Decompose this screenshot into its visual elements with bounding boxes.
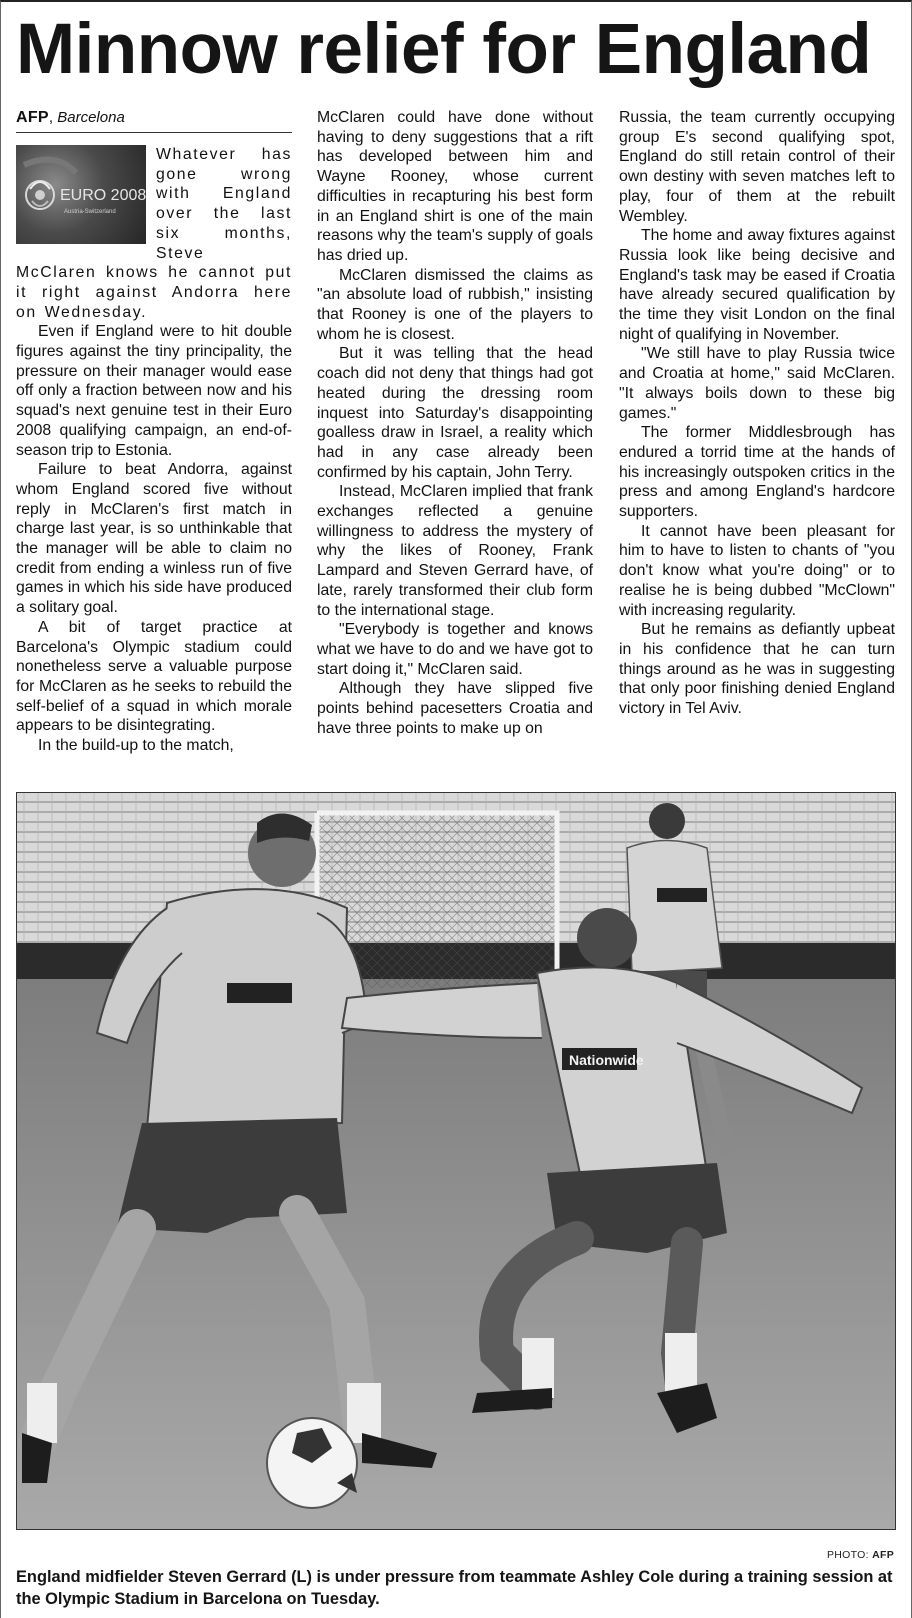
training-photo-illustration — [17, 793, 896, 1530]
paragraph: "Everybody is together and knows what we have to do and we have got to start doing it," McClaren said. — [317, 621, 593, 678]
logo-subtext: Austria-Switzerland — [64, 209, 116, 215]
photo-credit-source: AFP — [872, 1549, 894, 1561]
article-column-3 — [619, 108, 895, 719]
football — [267, 1418, 357, 1508]
euro-2008-logo-graphic — [16, 145, 146, 244]
paragraph: A bit of target practice at Barcelona's Olympic stadium could nonetheless serve a valuable purpose for McClaren as he seeks to rebuild the self-belief of a squad in which morale appears to be disintegrating. — [16, 618, 292, 735]
paragraph: Russia, the team currently occupying group E's second qualifying spot, England do still retain control of their own destiny with seven matches left to play, four of them at the rebuilt Wembley. — [619, 109, 895, 225]
paragraph: Failure to beat Andorra, against whom England scored five without reply in McClaren's first match in charge last year, is so unthinkable that the manager will be able to claim no credit from ending a winless run of five games in which his side have produced a solitary goal. — [16, 461, 292, 617]
paragraph: Instead, McClaren implied that frank exchanges reflected a genuine willingness to address the mystery of why the likes of Rooney, Frank Lampard and Steven Gerrard have, of late, rarely transformed their club form to the international stage. — [317, 483, 593, 619]
paragraph: In the build-up to the match, — [38, 737, 234, 755]
paragraph: The home and away fixtures against Russia look like being decisive and England's task may be eased if Croatia have already secured qualification by the time they visit London on the final night of qualifying in November. — [619, 227, 895, 343]
photo-credit-label: PHOTO: — [827, 1549, 869, 1561]
article-column-2 — [317, 108, 593, 739]
byline-place: Barcelona — [57, 109, 125, 126]
paragraph: The former Middlesbrough has endured a torrid time at the hands of his increasingly outspoken critics in the press and among England's hardcore supporters. — [619, 424, 895, 521]
paragraph: Whatever has gone wrong with England over the last six months, Steve McClaren knows he cannot put it right against Andorra here on Wednesday. — [16, 146, 292, 321]
paragraph: But it was telling that the head coach did not deny that things had got heated during the dressing room inquest into Saturday's disappointing goalless draw in Israel, a reality which had in any case already been confirmed by his captain, John Terry. — [317, 345, 593, 481]
training-photo — [16, 792, 896, 1530]
article-body — [16, 108, 896, 778]
paragraph: But he remains as defiantly upbeat in his confidence that he can turn things around as he was in suggesting that only poor finishing denied England victory in Tel Aviv. — [619, 621, 895, 718]
paragraph: Although they have slipped five points behind pacesetters Croatia and have three points to make up on — [317, 680, 593, 737]
paragraph: Even if England were to hit double figures against the tiny principality, the pressure on their manager would ease off only a fraction between now and his squad's next genuine test in their Euro 2008 qualifying campaign, an end-of-season trip to Estonia. — [16, 323, 292, 459]
shirt-sponsor-text: Nationwide — [569, 1052, 644, 1068]
paragraph: It cannot have been pleasant for him to have to listen to chants of "you don't know what you're doing" or to realise he is being dubbed "McClown" with increasing regularity. — [619, 522, 895, 619]
euro-2008-logo — [16, 145, 146, 244]
photo-credit — [827, 1549, 894, 1561]
article-column-1 — [16, 108, 292, 756]
paragraph: McClaren dismissed the claims as "an absolute load of rubbish," insisting that Rooney is one of the players to whom he is closest. — [317, 266, 593, 343]
logo-text: EURO 2008 — [60, 187, 146, 204]
byline-separator: , — [48, 109, 54, 126]
paragraph: McClaren could have done without having to deny suggestions that a rift has developed between him and Wayne Rooney, whose current difficulties in recapturing his best form in an England shirt is one of the main reasons why the team's supply of goals has dried up. — [317, 109, 593, 264]
paragraph: "We still have to play Russia twice and Croatia at home," said McClaren. "It always boils down to these big games." — [619, 345, 895, 422]
headline: Minnow relief for England — [16, 10, 872, 89]
photo-caption: England midfielder Steven Gerrard (L) is under pressure from teammate Ashley Cole during a training session at the Olympic Stadium in Barcelona on Tuesday. — [16, 1568, 893, 1608]
byline — [16, 108, 292, 133]
byline-agency: AFP — [16, 109, 49, 126]
